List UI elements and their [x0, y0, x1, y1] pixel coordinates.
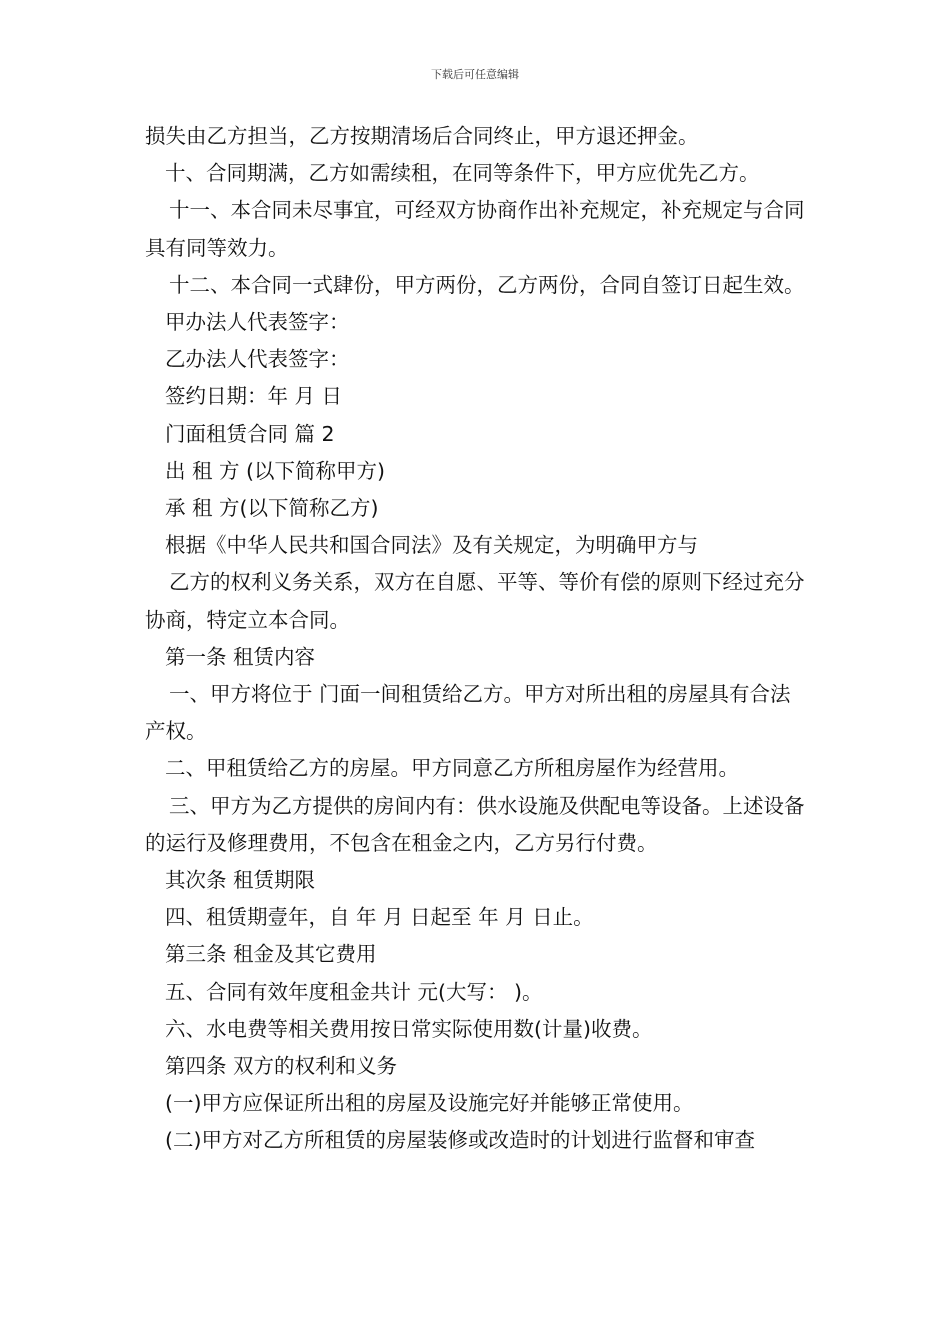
paragraph: 乙办法人代表签字： [165, 347, 350, 372]
paragraph: 出 租 方 (以下简称甲方) [165, 458, 386, 483]
document-body [145, 118, 810, 1160]
article-heading: 第三条 租金及其它费用 [165, 942, 377, 967]
article-heading: 第一条 租赁内容 [165, 644, 316, 669]
paragraph: 根据《中华人民共和国合同法》及有关规定，为明确甲方与 [165, 533, 698, 558]
paragraph: 一、甲方将位于 门面一间租赁给乙方。甲方对所出租的房屋具有合法产权。 [145, 682, 791, 744]
paragraph: 四、租赁期壹年，自 年 月 日起至 年 月 日止。 [165, 905, 594, 930]
article-heading: 其次条 租赁期限 [165, 868, 316, 893]
paragraph: 十、合同期满，乙方如需续租，在同等条件下，甲方应优先乙方。 [165, 161, 760, 186]
paragraph: 十一、本合同未尽事宜，可经双方协商作出补充规定，补充规定与合同具有同等效力。 [145, 198, 805, 260]
paragraph: 乙方的权利义务关系，双方在自愿、平等、等价有偿的原则下经过充分协商，特定立本合同。 [145, 570, 805, 632]
paragraph: 二、甲租赁给乙方的房屋。甲方同意乙方所租房屋作为经营用。 [165, 756, 739, 781]
paragraph: 损失由乙方担当，乙方按期清场后合同终止，甲方退还押金。 [145, 124, 699, 148]
paragraph: 五、合同有效年度租金共计 元(大写： )。 [165, 979, 543, 1004]
paragraph: 签约日期：年 月 日 [165, 384, 343, 409]
paragraph: 承 租 方(以下简称乙方) [165, 496, 379, 521]
paragraph: 甲办法人代表签字： [165, 310, 350, 335]
article-heading: 第四条 双方的权利和义务 [165, 1054, 398, 1079]
paragraph: (二)甲方对乙方所租赁的房屋装修或改造时的计划进行监督和审查 [165, 1128, 755, 1153]
paragraph: 三、甲方为乙方提供的房间内有：供水设施及供配电等设备。上述设备的运行及修理费用，不包含在租金之内，乙方另行付费。 [145, 793, 805, 855]
section-heading: 门面租赁合同 篇 2 [165, 421, 335, 446]
paragraph: 十二、本合同一式肆份，甲方两份，乙方两份，合同自签订日起生效。 [169, 272, 805, 297]
paragraph: (一)甲方应保证所出租的房屋及设施完好并能够正常使用。 [165, 1091, 694, 1116]
page-header: 下载后可任意编辑 [431, 68, 519, 81]
paragraph: 六、水电费等相关费用按日常实际使用数(计量)收费。 [165, 1016, 653, 1041]
